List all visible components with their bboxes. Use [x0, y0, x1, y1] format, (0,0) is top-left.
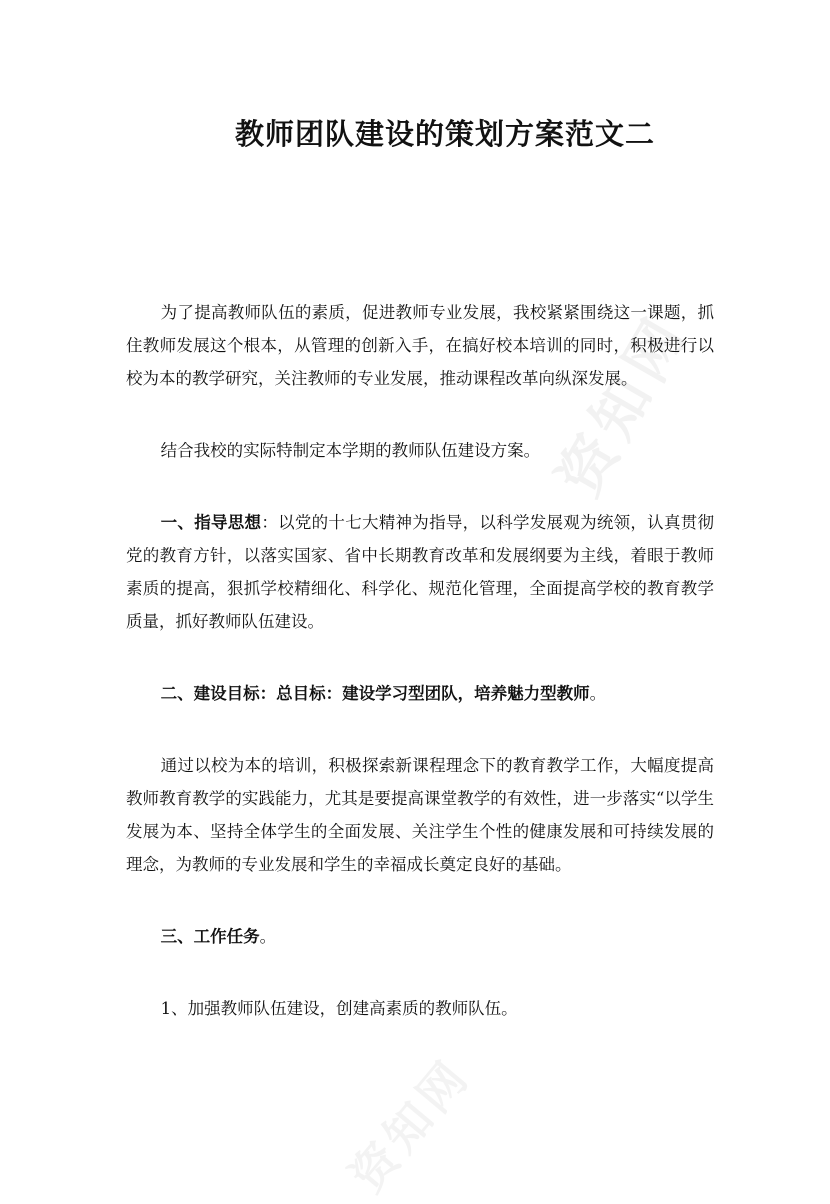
- paragraph-text: 通过以校为本的培训，积极探索新课程理念下的教育教学工作，大幅度提高教师教育教学的实践能力，尤其是要提高课堂教学的有效性，进一步落实“以学生发展为本、坚持全体学生的全面发展、关注学生个性的健康发展和可持续发展的理念，为教师的专业发展和学生的幸福成长奠定良好的基础。: [126, 756, 714, 874]
- watermark: 资知网: [544, 301, 703, 508]
- paragraph-task-1: [126, 992, 714, 1025]
- paragraph-text: 。: [589, 684, 607, 703]
- section-heading: 一、指导思想: [160, 513, 262, 532]
- paragraph-tasks: [126, 920, 714, 953]
- paragraph-training: [126, 749, 714, 881]
- section-heading: 三、工作任务: [160, 927, 260, 946]
- paragraph-text: 结合我校的实际特制定本学期的教师队伍建设方案。: [160, 441, 541, 460]
- paragraph-guiding-thought: [126, 506, 714, 638]
- paragraph-goals: [126, 677, 714, 710]
- watermark-bottom: 资知网: [339, 1047, 482, 1203]
- paragraph-text: ：以党的十七大精神为指导，以科学发展观为统领，认真贯彻党的教育方针，以落实国家、省中长期教育改革和发展纲要为主线，着眼于教师素质的提高，狠抓学校精细化、科学化、规范化管理，全面提高学校的教育教学质量，抓好教师队伍建设。: [126, 513, 715, 631]
- paragraph-text: 1、加强教师队伍建设，创建高素质的教师队伍。: [160, 999, 518, 1018]
- section-heading: 二、建设目标：总目标：建设学习型团队，培养魅力型教师: [160, 684, 590, 703]
- document-body: [126, 296, 714, 1025]
- paragraph-text: 。: [259, 927, 277, 946]
- paragraph-text: 为了提高教师队伍的素质，促进教师专业发展，我校紧紧围绕这一课题，抓住教师发展这个根本，从管理的创新入手，在搞好校本培训的同时，积极进行以校为本的教学研究，关注教师的专业发展，推动课程改革向纵深发展。: [126, 303, 714, 388]
- paragraph-intro: [126, 296, 714, 395]
- paragraph-plan: [126, 434, 714, 467]
- page-title: 教师团队建设的策划方案范文二: [234, 117, 655, 151]
